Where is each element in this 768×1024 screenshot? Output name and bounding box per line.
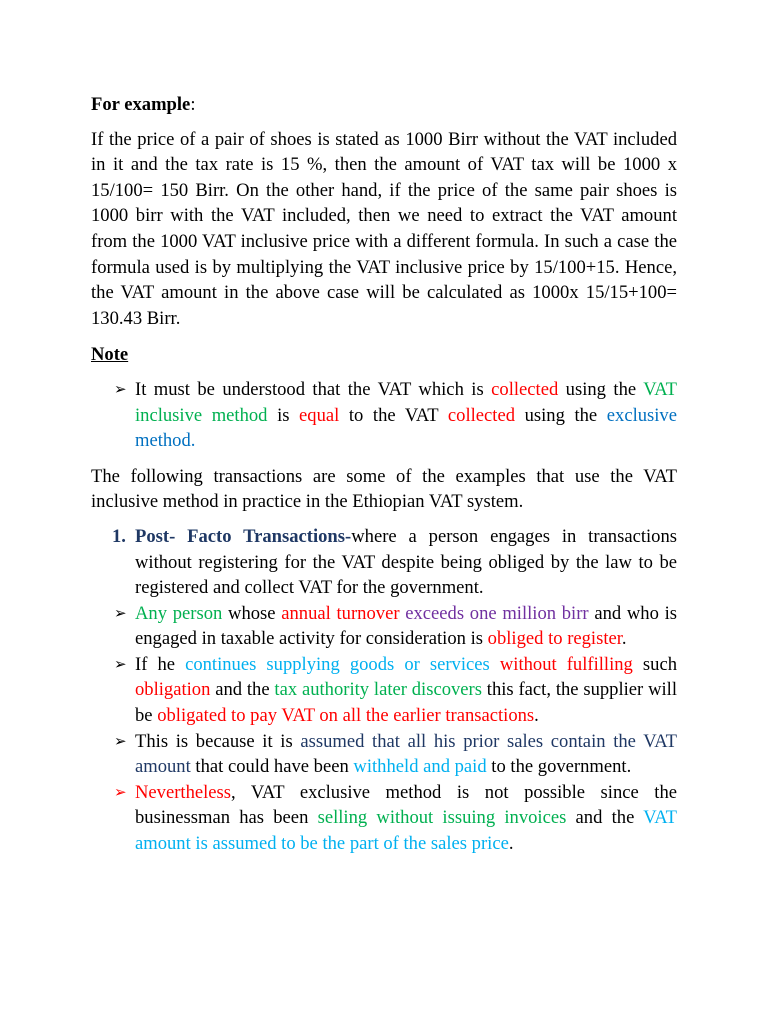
text-run: continues supplying goods or services [185, 653, 490, 675]
text-run: exceeds one million birr [399, 602, 589, 624]
text-run: . [621, 628, 627, 650]
note-heading: Note [91, 344, 129, 366]
transactions-intro-paragraph: The following transactions are some of the examples that use the VAT inclusive method in practice in the Ethiopian VAT system. [91, 465, 677, 513]
note-bullet-list [91, 377, 677, 454]
text-run: Any person [135, 602, 223, 624]
text-run: to the government. [486, 756, 632, 778]
text-run: . [534, 705, 539, 727]
arrow-bullet-icon: ➢ [114, 603, 127, 622]
bullet-item-obligation [91, 652, 677, 729]
text-run: using the [515, 404, 607, 426]
bullet-item-assumption [91, 729, 677, 780]
text-run: equal [299, 404, 340, 426]
text-run: is [267, 404, 300, 426]
text-run: whose [222, 602, 282, 624]
note-bullet-item [91, 377, 677, 454]
text-run: obliged to register [487, 628, 622, 650]
numbered-list [91, 524, 677, 857]
text-run: such [632, 653, 677, 675]
list-item-title: Post- Facto Transactions- [135, 525, 352, 547]
example-heading [91, 92, 677, 118]
numbered-list-item [91, 524, 677, 601]
text-run: and the [210, 679, 275, 701]
text-run: obligation [135, 679, 211, 701]
text-run: withheld and paid [353, 756, 487, 778]
text-run [490, 654, 500, 675]
example-heading-colon: : [190, 94, 196, 115]
text-run: . [508, 833, 514, 855]
bullet-item-nevertheless [91, 780, 677, 857]
arrow-bullet-icon: ➢ [114, 731, 127, 750]
text-run: If he [135, 653, 186, 675]
text-run: assumed that all his prior sales contain the VAT amount [135, 730, 677, 778]
text-run: to the VAT [339, 404, 448, 426]
text-run: using the [558, 378, 644, 400]
text-run: and who is engaged in taxable activity for consideration is [135, 602, 678, 650]
bullet-item-turnover [91, 601, 677, 652]
text-run: that could have been [190, 756, 354, 778]
text-run: without fulfilling [499, 653, 633, 675]
example-heading-label: For example [91, 94, 191, 115]
text-run: and the [566, 807, 644, 829]
list-number: 1. [112, 525, 126, 547]
text-run: collected [491, 378, 559, 400]
text-run: Nevertheless [135, 781, 232, 803]
text-run: collected [447, 404, 516, 426]
arrow-bullet-icon: ➢ [114, 654, 127, 673]
text-run: exclusive method. [135, 404, 677, 452]
text-run: annual turnover [281, 602, 400, 624]
text-run: tax authority later discovers [274, 679, 482, 701]
text-run: It must be understood that the VAT which is [135, 378, 492, 400]
text-run: obligated to pay VAT on all the earlier transactions [157, 705, 535, 727]
text-run: , VAT exclusive method is not possible since the businessman has been [135, 781, 677, 829]
example-paragraph: If the price of a pair of shoes is stated as 1000 Birr without the VAT included in it and the tax rate is 15 %, then the amount of VAT tax will be 1000 x 15/100= 150 Birr. On the other hand, if the price of the same pair shoes is 1000 birr with the VAT included, then we need to extract the VAT amount from the 1000 VAT inclusive price with a different formula. In such a case the formula used is by multiplying the VAT inclusive price by 15/100+15. Hence, the VAT amount in the above case will be calculated as 1000x 15/15+100= 130.43 Birr. [91, 128, 677, 329]
text-run: This is because it is [135, 730, 301, 752]
text-run: this fact, the supplier will be [135, 679, 677, 727]
text-run: selling without issuing invoices [317, 807, 567, 829]
text-run: VAT inclusive method [135, 378, 677, 426]
arrow-bullet-icon: ➢ [114, 782, 127, 801]
list-item-text: where a person engages in transactions without registering for the VAT despite being obliged by the law to be registered and collect VAT for the government. [135, 525, 677, 599]
arrow-bullet-icon: ➢ [114, 379, 127, 398]
text-run: VAT amount is assumed to be the part of the sales price [135, 807, 677, 855]
